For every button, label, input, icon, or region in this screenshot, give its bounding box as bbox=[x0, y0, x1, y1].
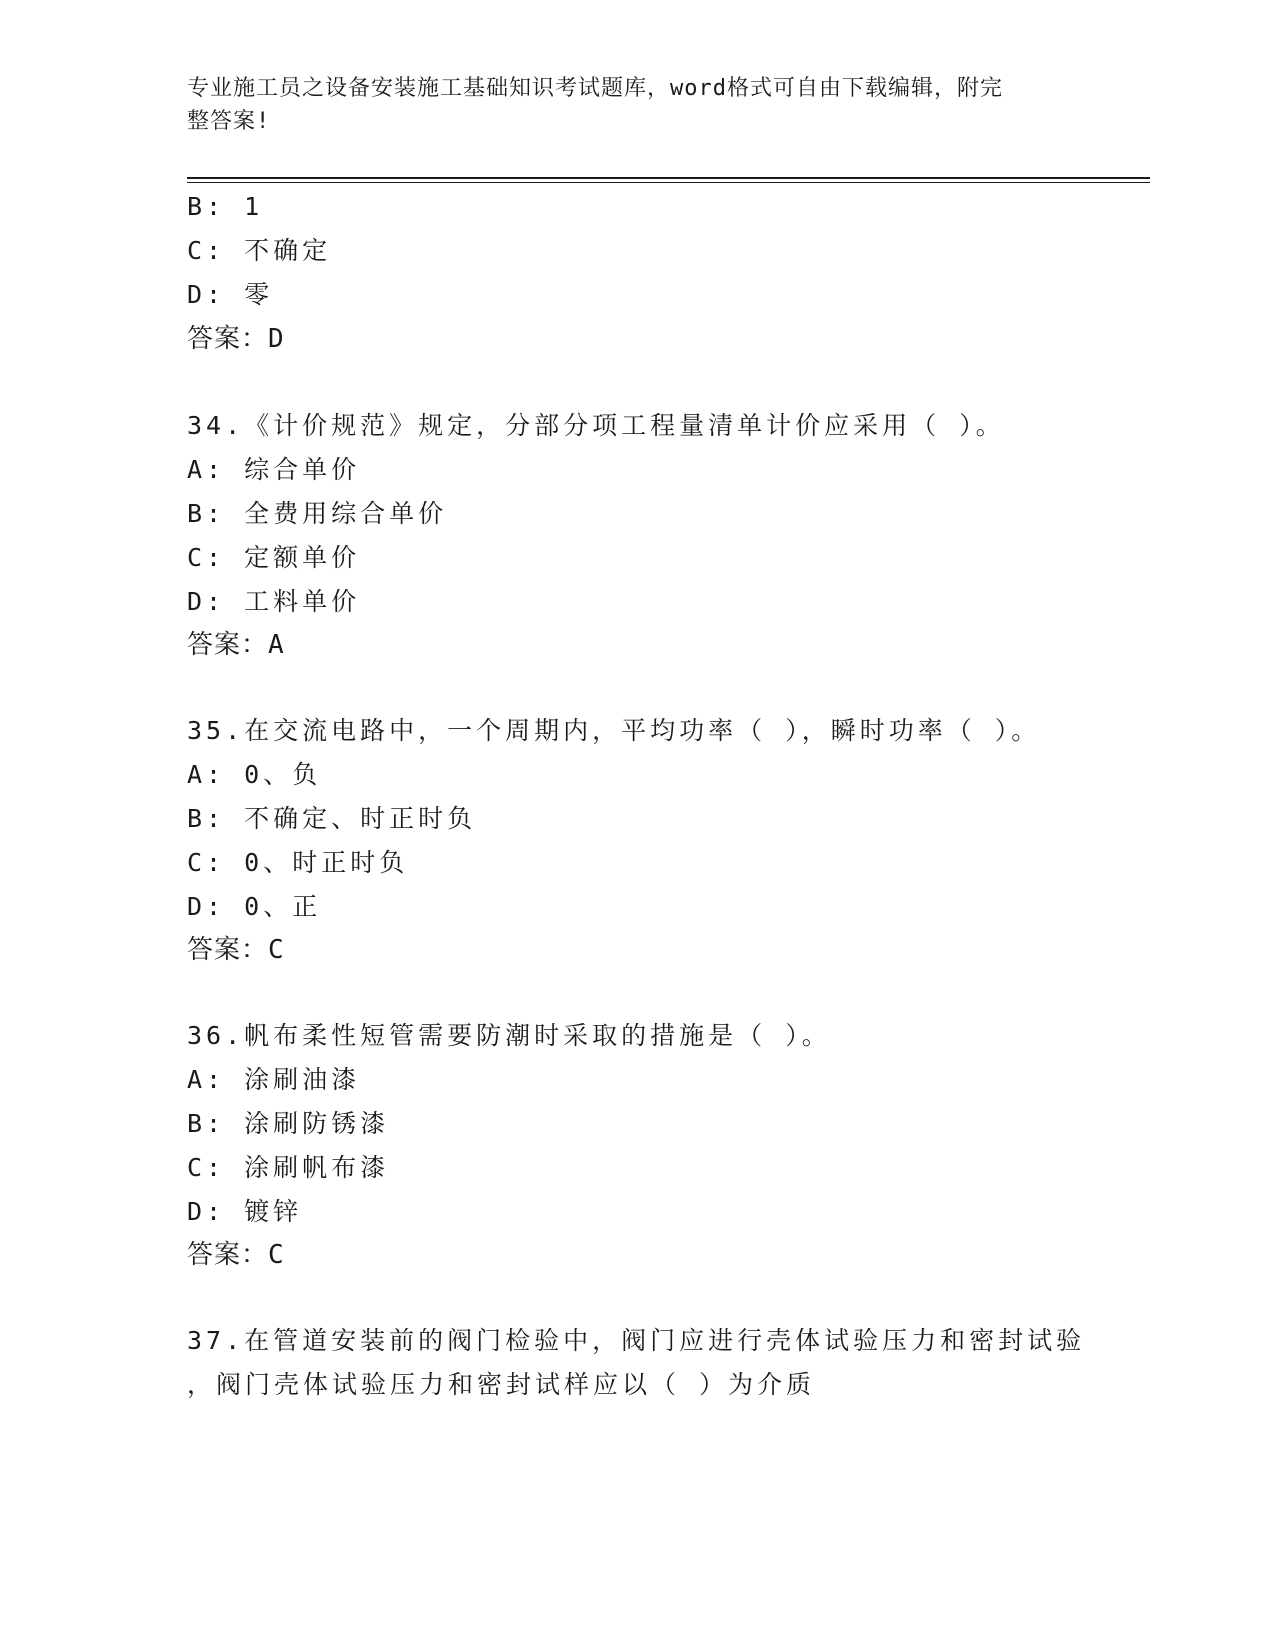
q33-option-b: B: 1 bbox=[187, 192, 264, 221]
q36-question: 36.帆布柔性短管需要防潮时采取的措施是（ ）。 bbox=[187, 1021, 831, 1050]
q37-question-line-2: ，阀门壳体试验压力和密封试样应以（ ）为介质 bbox=[187, 1370, 816, 1399]
q34-question: 34.《计价规范》规定，分部分项工程量清单计价应采用（ ）。 bbox=[187, 411, 1005, 440]
q36-answer: 答案：C bbox=[187, 1240, 285, 1270]
header-title-line-2: 整答案! bbox=[187, 109, 271, 134]
q35-option-b: B: 不确定、时正时负 bbox=[187, 804, 477, 833]
q33-option-d: D: 零 bbox=[187, 280, 274, 309]
q37-question-line-1: 37.在管道安装前的阀门检验中，阀门应进行壳体试验压力和密封试验 bbox=[187, 1326, 1086, 1355]
header-divider-thick bbox=[187, 177, 1150, 179]
q35-answer: 答案：C bbox=[187, 935, 285, 965]
q33-option-c: C: 不确定 bbox=[187, 236, 332, 265]
q36-option-c: C: 涂刷帆布漆 bbox=[187, 1153, 390, 1182]
q34-option-a: A: 综合单价 bbox=[187, 455, 361, 484]
header-divider-thin bbox=[187, 182, 1150, 183]
q34-option-b: B: 全费用综合单价 bbox=[187, 499, 448, 528]
header-title-line-1: 专业施工员之设备安装施工基础知识考试题库，word格式可自由下载编辑，附完 bbox=[187, 76, 1003, 101]
q34-option-d: D: 工料单价 bbox=[187, 587, 361, 616]
q35-option-d: D: 0、正 bbox=[187, 892, 322, 921]
q33-answer: 答案：D bbox=[187, 324, 285, 354]
page-header bbox=[187, 72, 1067, 138]
q36-option-a: A: 涂刷油漆 bbox=[187, 1065, 361, 1094]
q34-option-c: C: 定额单价 bbox=[187, 543, 361, 572]
q35-option-c: C: 0、时正时负 bbox=[187, 848, 409, 877]
q35-question: 35.在交流电路中，一个周期内，平均功率（ ），瞬时功率（ ）。 bbox=[187, 716, 1041, 745]
q36-option-b: B: 涂刷防锈漆 bbox=[187, 1109, 390, 1138]
q34-answer: 答案：A bbox=[187, 630, 285, 660]
q36-option-d: D: 镀锌 bbox=[187, 1197, 303, 1226]
q35-option-a: A: 0、负 bbox=[187, 760, 322, 789]
